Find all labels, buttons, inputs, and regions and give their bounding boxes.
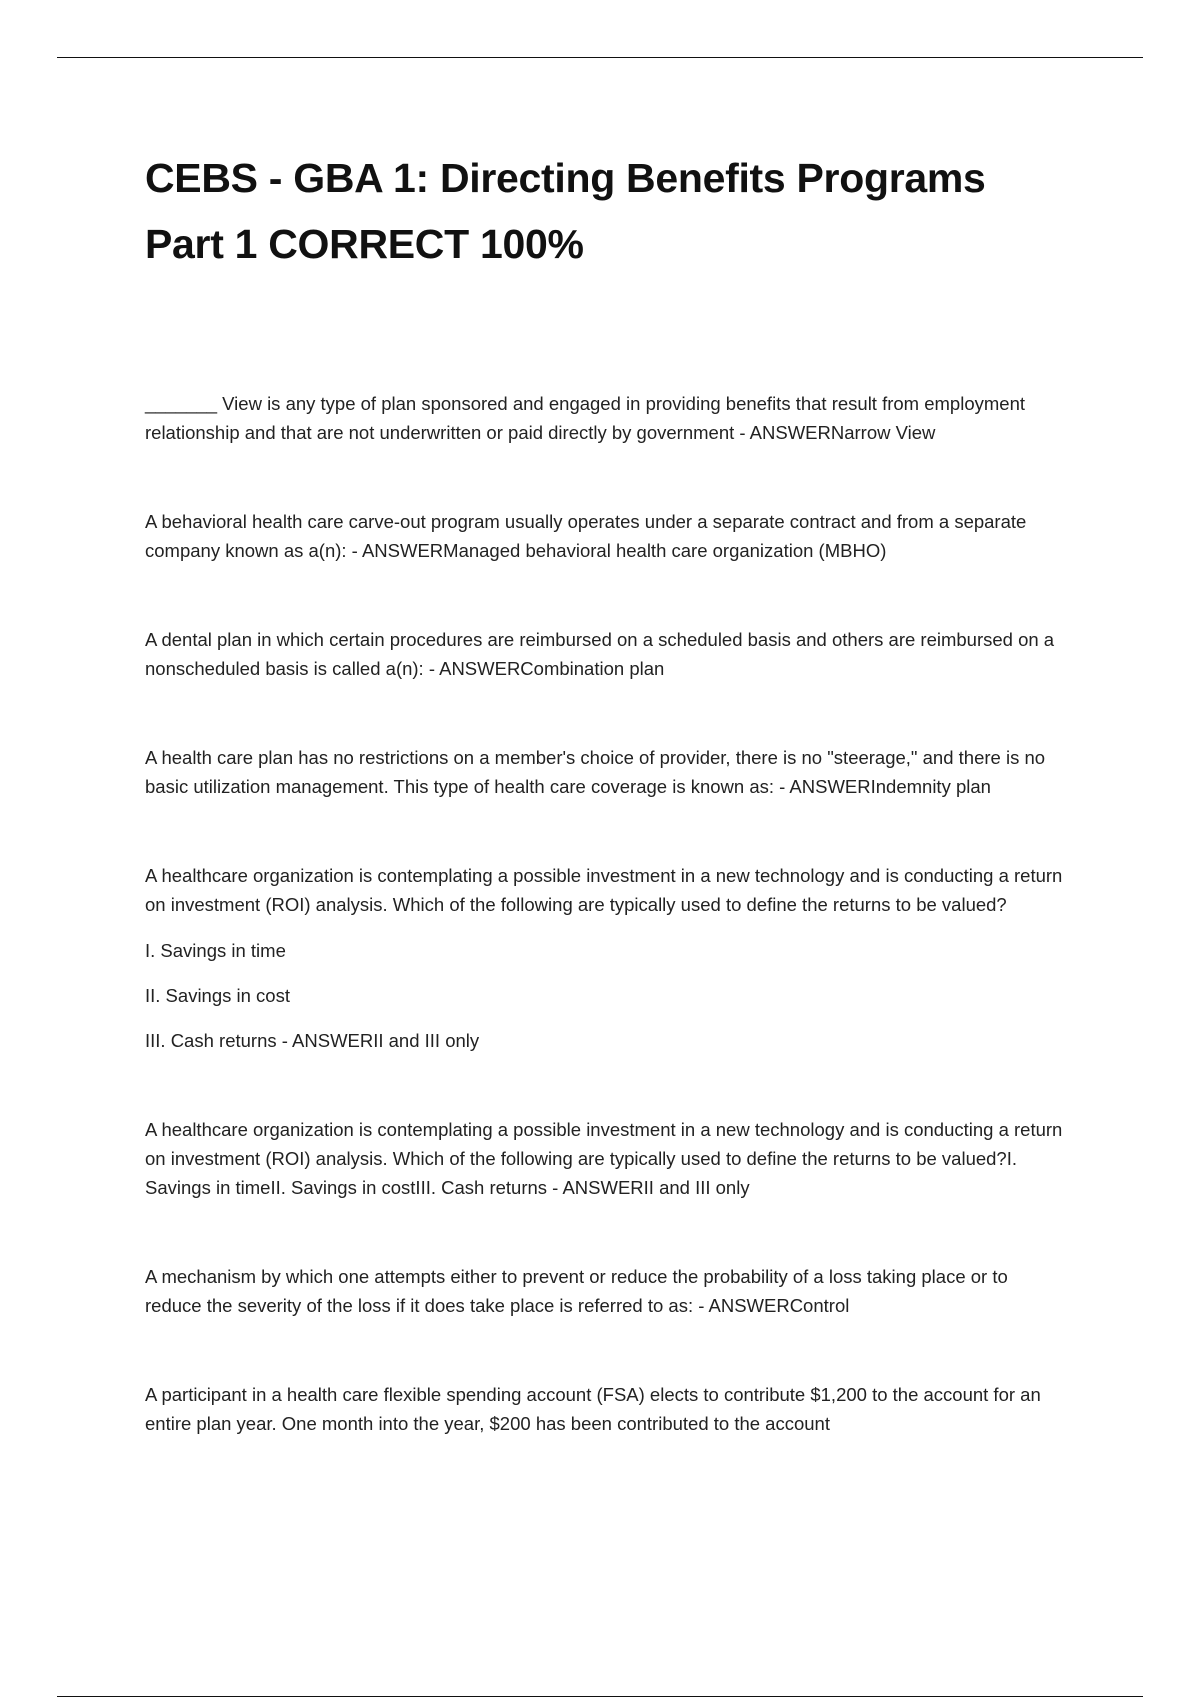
qa-item	[145, 625, 1065, 683]
qa-text: A behavioral health care carve-out program usually operates under a separate contract and from a separate company known as a(n): - ANSWERManaged behavioral health care organization (MBHO)	[145, 511, 1027, 561]
document-body	[145, 145, 1065, 1498]
qa-item	[145, 1380, 1065, 1438]
page-title	[145, 145, 1065, 277]
qa-item	[145, 389, 1065, 447]
qa-item	[145, 1115, 1065, 1202]
qa-text: A dental plan in which certain procedures are reimbursed on a scheduled basis and others are reimbursed on a nonscheduled basis is called a(n): - ANSWERCombination plan	[145, 629, 1055, 679]
qa-text: A mechanism by which one attempts either to prevent or reduce the probability of a loss taking place or to reduce the severity of the loss if it does take place is referred to as: - ANSWERControl	[145, 1266, 1008, 1316]
qa-text: A healthcare organization is contemplating a possible investment in a new technology and is conducting a return on investment (ROI) analysis. Which of the following are typically used to define the returns to be valued?	[145, 865, 1063, 915]
top-rule	[57, 57, 1143, 58]
qa-text: _______ View is any type of plan sponsored and engaged in providing benefits that result from employment relationship and that are not underwritten or paid directly by government - ANSWERNarrow View	[145, 393, 1025, 443]
qa-text: A healthcare organization is contemplating a possible investment in a new technology and is conducting a return on investment (ROI) analysis. Which of the following are typically used to define the returns to be valued?I. Savings in timeII. Savings in costIII. Cash returns - ANSWERII and III only	[145, 1119, 1063, 1198]
qa-text: A participant in a health care flexible spending account (FSA) elects to contribute $1,200 to the account for an entire plan year. One month into the year, $200 has been contributed to the account	[145, 1384, 1041, 1434]
qa-option: III. Cash returns - ANSWERII and III only	[145, 1030, 480, 1051]
qa-option: I. Savings in time	[145, 940, 286, 961]
qa-item	[145, 743, 1065, 801]
qa-item	[145, 861, 1065, 1055]
qa-item	[145, 507, 1065, 565]
qa-text: A health care plan has no restrictions on a member's choice of provider, there is no "steerage," and there is no basic utilization management. This type of health care coverage is known as: - ANSWERIndemnity plan	[145, 747, 1046, 797]
title-line-2: Part 1 CORRECT 100%	[145, 221, 584, 267]
qa-item	[145, 1262, 1065, 1320]
title-line-1: CEBS - GBA 1: Directing Benefits Programs	[145, 155, 986, 201]
bottom-rule	[57, 1696, 1143, 1697]
qa-list	[145, 389, 1065, 1438]
qa-option: II. Savings in cost	[145, 985, 290, 1006]
